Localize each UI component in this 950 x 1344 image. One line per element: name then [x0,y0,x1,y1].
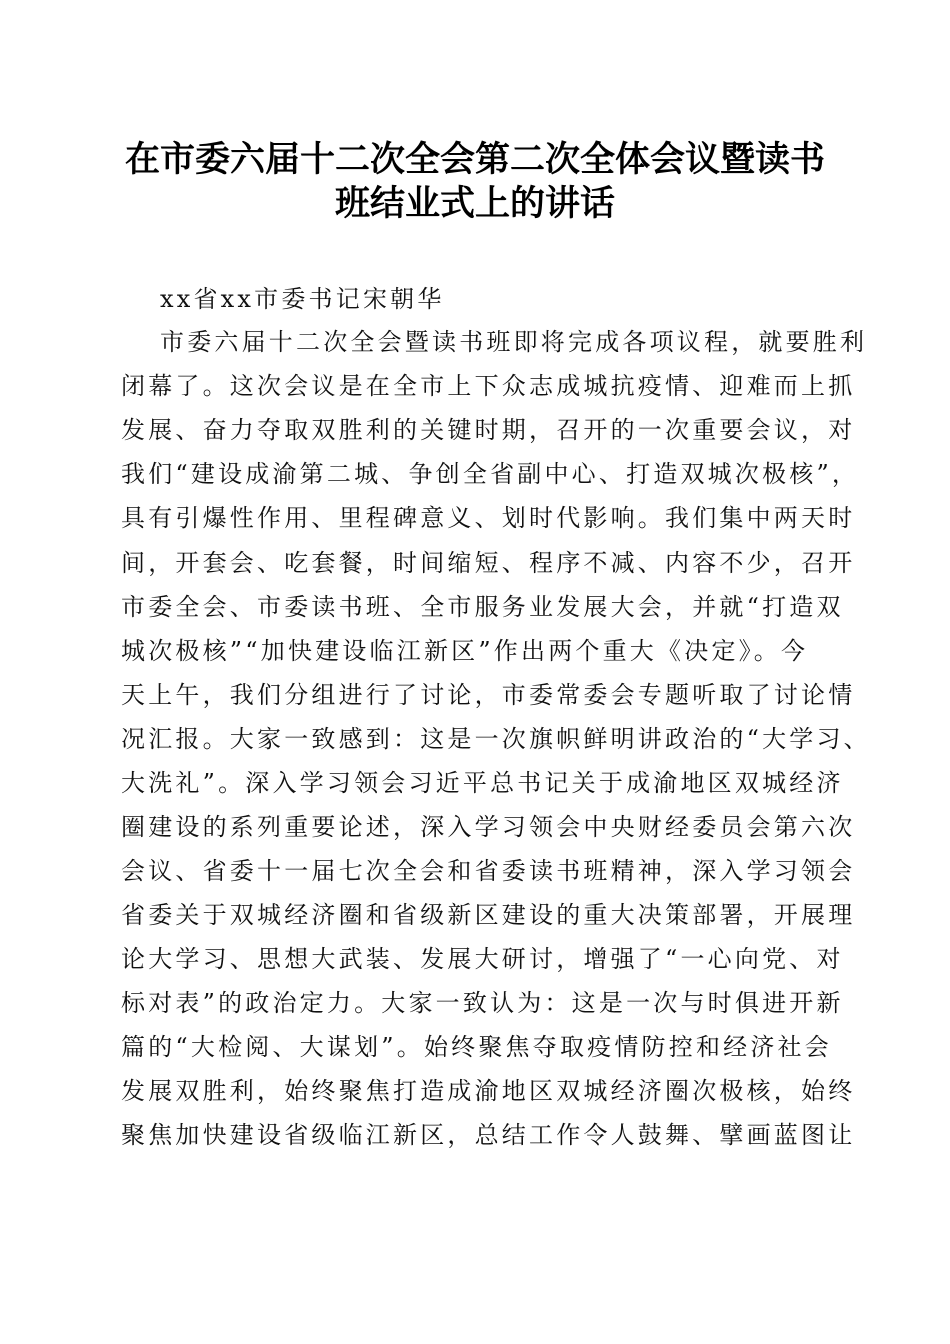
body-line: 城次极核”“加快建设临江新区”作出两个重大《决定》。今 [121,637,809,665]
body-line: 省委关于双城经济圈和省级新区建设的重大决策部署，开展理 [121,901,856,929]
body-line: 闭幕了。这次会议是在全市上下众志成城抗疫情、迎难而上抓 [121,372,856,400]
body-line: 市委六届十二次全会暨读书班即将完成各项议程，就要胜利 [160,328,868,356]
body-line: 市委全会、市委读书班、全市服务业发展大会，并就“打造双 [121,593,844,621]
document-title-line-2: 班结业式上的讲话 [334,183,615,224]
body-line: 天上午，我们分组进行了讨论，市委常委会专题听取了讨论情 [121,681,856,709]
body-line: 大洗礼”。深入学习领会习近平总书记关于成渝地区双城经济 [121,769,844,797]
body-line: 具有引爆性作用、里程碑意义、划时代影响。我们集中两天时 [121,504,856,532]
body-line: 圈建设的系列重要论述，深入学习领会中央财经委员会第六次 [121,813,856,841]
body-line: 间，开套会、吃套餐，时间缩短、程序不减、内容不少，召开 [121,549,856,577]
body-line: 我们“建设成渝第二城、争创全省副中心、打造双城次极核”， [121,460,860,488]
body-line: 标对表”的政治定力。大家一致认为：这是一次与时俱进开新 [121,989,844,1017]
byline: xx省xx市委书记宋朝华 [160,285,445,313]
body-line: 发展双胜利，始终聚焦打造成渝地区双城经济圈次极核，始终 [121,1077,856,1105]
body-line: 篇的“大检阅、大谋划”。始终聚焦夺取疫情防控和经济社会 [121,1033,832,1061]
body-line: 会议、省委十一届七次全会和省委读书班精神，深入学习领会 [121,857,856,885]
body-line: 论大学习、思想大武装、发展大研讨，增强了“一心向党、对 [121,945,844,973]
body-line: 聚焦加快建设省级临江新区，总结工作令人鼓舞、擘画蓝图让 [121,1121,856,1149]
body-line: 况汇报。大家一致感到：这是一次旗帜鲜明讲政治的“大学习、 [121,725,871,753]
document-title-line-1: 在市委六届十二次全会第二次全体会议暨读书 [124,139,825,180]
body-line: 发展、奋力夺取双胜利的关键时期，召开的一次重要会议，对 [121,416,856,444]
